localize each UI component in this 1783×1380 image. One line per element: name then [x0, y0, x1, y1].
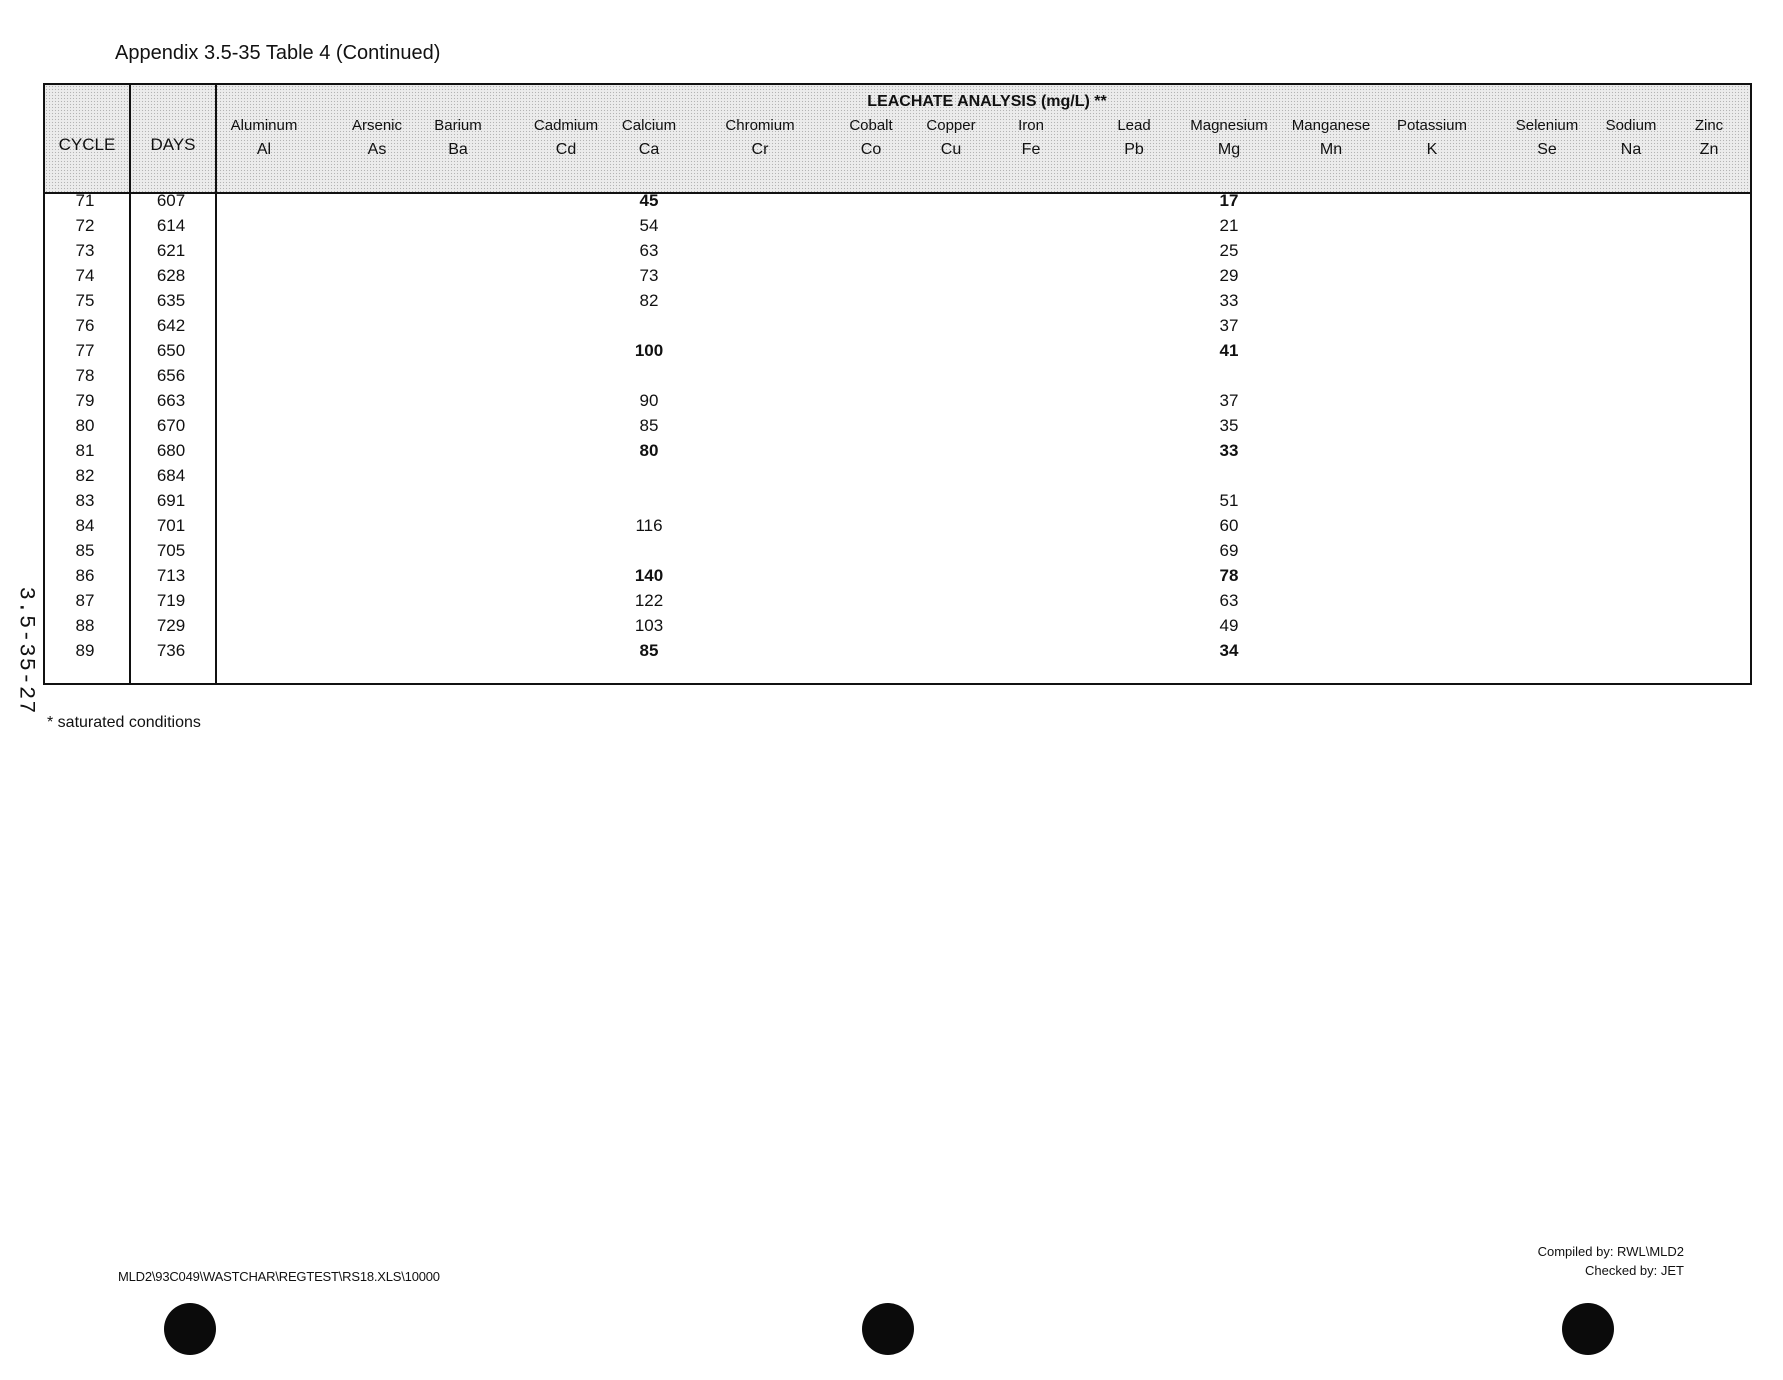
magnesium-cell: 33	[1219, 441, 1239, 460]
element-symbol-co: Co	[860, 141, 882, 158]
days-cell: 621	[156, 241, 186, 260]
element-name-co: Cobalt	[849, 117, 893, 134]
calcium-cell: 116	[635, 516, 663, 535]
punch-hole-right	[1562, 1303, 1614, 1355]
punch-hole-center	[862, 1303, 914, 1355]
days-cell: 650	[156, 341, 186, 360]
days-header: DAYS	[150, 135, 196, 154]
days-cell: 607	[156, 191, 186, 210]
file-path: MLD2\93C049\WASTCHAR\REGTEST\RS18.XLS\10000	[118, 1269, 440, 1284]
cycle-cell: 76	[75, 316, 95, 335]
element-name-ba: Barium	[434, 117, 482, 134]
days-cell: 656	[156, 366, 186, 385]
element-name-zn: Zinc	[1694, 117, 1724, 134]
days-cell: 684	[156, 466, 186, 485]
element-symbol-k: K	[1426, 141, 1438, 158]
days-cell: 614	[156, 216, 186, 235]
element-name-pb: Lead	[1117, 117, 1151, 134]
days-cell: 705	[156, 541, 186, 560]
days-cell: 680	[156, 441, 186, 460]
element-symbol-pb: Pb	[1124, 141, 1144, 158]
element-name-ca: Calcium	[621, 117, 677, 134]
element-name-as: Arsenic	[351, 117, 403, 134]
magnesium-cell: 69	[1219, 541, 1239, 560]
calcium-cell: 73	[639, 266, 659, 285]
magnesium-cell: 37	[1219, 316, 1239, 335]
calcium-cell: 103	[634, 616, 664, 635]
element-name-k: Potassium	[1396, 117, 1468, 134]
magnesium-cell: 33	[1219, 291, 1239, 310]
cycle-cell: 78	[75, 366, 95, 385]
element-symbol-na: Na	[1620, 141, 1642, 158]
cycle-cell: 87	[75, 591, 95, 610]
element-symbol-cu: Cu	[940, 141, 962, 158]
element-name-cd: Cadmium	[533, 117, 599, 134]
days-cell: 691	[156, 491, 186, 510]
magnesium-cell: 49	[1219, 616, 1239, 635]
calcium-cell: 54	[639, 216, 659, 235]
days-cell: 663	[156, 391, 186, 410]
footnote: * saturated conditions	[47, 714, 201, 731]
days-cell: 729	[156, 616, 186, 635]
compiled-block	[1538, 1242, 1684, 1280]
cycle-cell: 81	[75, 441, 95, 460]
magnesium-cell: 63	[1219, 591, 1239, 610]
cycle-cell: 79	[75, 391, 95, 410]
magnesium-cell: 37	[1219, 391, 1239, 410]
compiled-by: Compiled by: RWL\MLD2	[1537, 1244, 1684, 1259]
cycle-cell: 72	[75, 216, 95, 235]
days-cell: 701	[156, 516, 186, 535]
calcium-cell: 90	[639, 391, 659, 410]
cycle-cell: 89	[75, 641, 95, 660]
magnesium-cell: 29	[1219, 266, 1239, 285]
cycle-cell: 74	[75, 266, 95, 285]
element-symbol-cd: Cd	[555, 141, 577, 158]
magnesium-cell: 17	[1219, 191, 1239, 210]
days-cell: 713	[156, 566, 186, 585]
calcium-cell: 100	[634, 341, 664, 360]
cycle-cell: 71	[75, 191, 95, 210]
cycle-cell: 84	[75, 516, 95, 535]
leachate-analysis-header: LEACHATE ANALYSIS (mg/L) **	[867, 93, 1107, 110]
element-name-na: Sodium	[1605, 117, 1657, 134]
magnesium-cell: 34	[1219, 641, 1239, 660]
element-symbol-cr: Cr	[751, 141, 769, 158]
element-symbol-zn: Zn	[1699, 141, 1719, 158]
magnesium-cell: 41	[1219, 341, 1239, 360]
element-name-mg: Magnesium	[1190, 117, 1268, 134]
magnesium-cell: 78	[1219, 566, 1239, 585]
cycle-cell: 86	[75, 566, 95, 585]
magnesium-cell: 25	[1219, 241, 1239, 260]
element-symbol-mn: Mn	[1319, 141, 1343, 158]
days-cell: 719	[156, 591, 186, 610]
cycle-cell: 75	[75, 291, 95, 310]
element-symbol-ca: Ca	[638, 141, 660, 158]
side-page-number-text: 3.5-35-27	[13, 586, 39, 714]
cycle-cell: 85	[75, 541, 95, 560]
element-symbol-se: Se	[1537, 141, 1557, 158]
days-cell: 628	[156, 266, 186, 285]
punch-hole-left	[164, 1303, 216, 1355]
calcium-cell: 122	[634, 591, 664, 610]
cycle-header: CYCLE	[58, 135, 116, 154]
cycle-cell: 82	[75, 466, 95, 485]
calcium-cell: 85	[639, 641, 659, 660]
cycle-cell: 80	[75, 416, 95, 435]
days-cell: 670	[156, 416, 186, 435]
element-symbol-al: Al	[256, 141, 272, 158]
element-symbol-mg: Mg	[1217, 141, 1241, 158]
days-cell: 642	[156, 316, 186, 335]
calcium-cell: 45	[639, 191, 659, 210]
element-name-se: Selenium	[1515, 117, 1579, 134]
cycle-cell: 83	[75, 491, 95, 510]
element-symbol-fe: Fe	[1021, 141, 1041, 158]
cycle-column-divider	[129, 85, 131, 683]
element-symbol-as: As	[367, 141, 387, 158]
cycle-cell: 88	[75, 616, 95, 635]
days-column-divider	[215, 85, 217, 683]
cycle-cell: 73	[75, 241, 95, 260]
calcium-cell: 82	[639, 291, 659, 310]
magnesium-cell: 60	[1219, 516, 1239, 535]
element-name-mn: Manganese	[1291, 117, 1371, 134]
magnesium-cell: 51	[1219, 491, 1239, 510]
page-title: Appendix 3.5-35 Table 4 (Continued)	[115, 42, 441, 64]
element-name-cr: Chromium	[725, 117, 795, 134]
magnesium-cell: 21	[1219, 216, 1239, 235]
calcium-cell: 80	[639, 441, 659, 460]
element-name-fe: Iron	[1018, 117, 1044, 134]
calcium-cell: 85	[639, 416, 659, 435]
days-cell: 635	[156, 291, 186, 310]
element-name-cu: Copper	[926, 117, 976, 134]
checked-by: Checked by: JET	[1585, 1263, 1684, 1278]
calcium-cell: 63	[639, 241, 659, 260]
days-cell: 736	[156, 641, 186, 660]
element-symbol-ba: Ba	[448, 141, 468, 158]
element-name-al: Aluminum	[230, 117, 298, 134]
calcium-cell: 140	[634, 566, 664, 585]
leachate-table	[43, 83, 1752, 685]
cycle-cell: 77	[75, 341, 95, 360]
magnesium-cell: 35	[1219, 416, 1239, 435]
